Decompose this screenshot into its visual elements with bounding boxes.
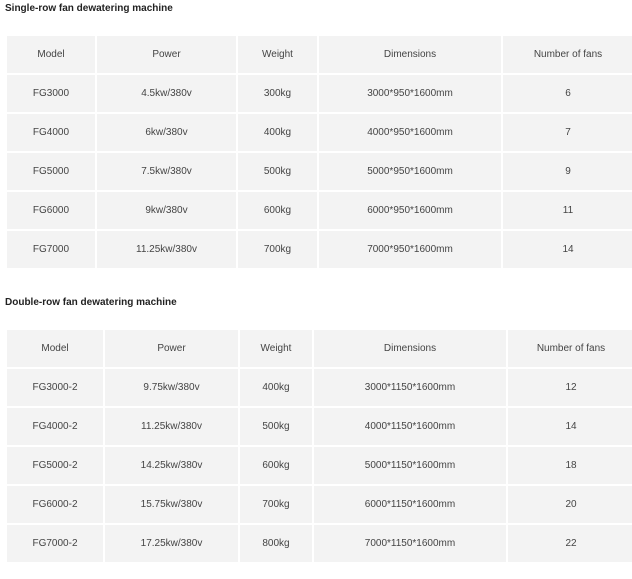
- header-dimensions: Dimensions: [319, 36, 501, 73]
- cell-number-of-fans: 14: [503, 231, 632, 268]
- cell-power: 15.75kw/380v: [105, 486, 238, 523]
- single-row-spec-table: [5, 34, 632, 270]
- header-number-of-fans: Number of fans: [508, 330, 632, 367]
- cell-model: FG6000-2: [7, 486, 103, 523]
- cell-weight: 800kg: [240, 525, 312, 562]
- cell-power: 4.5kw/380v: [97, 75, 236, 112]
- double-row-table-title: Double-row fan dewatering machine: [5, 297, 177, 308]
- table-body: [7, 369, 632, 562]
- cell-weight: 700kg: [240, 486, 312, 523]
- cell-dimensions: 6000*1150*1600mm: [314, 486, 506, 523]
- table-header-row: [7, 36, 632, 73]
- cell-weight: 500kg: [240, 408, 312, 445]
- table-header-row: [7, 330, 632, 367]
- header-power: Power: [97, 36, 236, 73]
- table-row: [7, 192, 632, 229]
- header-dimensions: Dimensions: [314, 330, 506, 367]
- cell-number-of-fans: 22: [508, 525, 632, 562]
- cell-weight: 300kg: [238, 75, 317, 112]
- cell-number-of-fans: 9: [503, 153, 632, 190]
- cell-weight: 400kg: [240, 369, 312, 406]
- cell-number-of-fans: 7: [503, 114, 632, 151]
- cell-model: FG7000-2: [7, 525, 103, 562]
- cell-model: FG6000: [7, 192, 95, 229]
- cell-number-of-fans: 6: [503, 75, 632, 112]
- table-row: [7, 408, 632, 445]
- cell-weight: 600kg: [238, 192, 317, 229]
- table-row: [7, 369, 632, 406]
- table-row: [7, 231, 632, 268]
- cell-model: FG3000-2: [7, 369, 103, 406]
- table-row: [7, 486, 632, 523]
- table-row: [7, 75, 632, 112]
- header-number-of-fans: Number of fans: [503, 36, 632, 73]
- header-model: Model: [7, 36, 95, 73]
- cell-model: FG7000: [7, 231, 95, 268]
- cell-weight: 700kg: [238, 231, 317, 268]
- cell-weight: 600kg: [240, 447, 312, 484]
- cell-dimensions: 7000*1150*1600mm: [314, 525, 506, 562]
- cell-number-of-fans: 11: [503, 192, 632, 229]
- cell-power: 6kw/380v: [97, 114, 236, 151]
- header-weight: Weight: [238, 36, 317, 73]
- table-row: [7, 153, 632, 190]
- cell-model: FG4000-2: [7, 408, 103, 445]
- cell-power: 17.25kw/380v: [105, 525, 238, 562]
- cell-power: 11.25kw/380v: [97, 231, 236, 268]
- table-row: [7, 447, 632, 484]
- cell-model: FG5000: [7, 153, 95, 190]
- cell-power: 14.25kw/380v: [105, 447, 238, 484]
- double-row-spec-table: [5, 328, 632, 564]
- header-weight: Weight: [240, 330, 312, 367]
- cell-model: FG5000-2: [7, 447, 103, 484]
- cell-dimensions: 4000*1150*1600mm: [314, 408, 506, 445]
- table-body: [7, 75, 632, 268]
- cell-number-of-fans: 14: [508, 408, 632, 445]
- single-row-table-title: Single-row fan dewatering machine: [5, 3, 173, 14]
- cell-weight: 400kg: [238, 114, 317, 151]
- cell-weight: 500kg: [238, 153, 317, 190]
- cell-dimensions: 4000*950*1600mm: [319, 114, 501, 151]
- cell-dimensions: 5000*1150*1600mm: [314, 447, 506, 484]
- cell-power: 11.25kw/380v: [105, 408, 238, 445]
- header-power: Power: [105, 330, 238, 367]
- cell-power: 7.5kw/380v: [97, 153, 236, 190]
- cell-dimensions: 3000*950*1600mm: [319, 75, 501, 112]
- table-row: [7, 525, 632, 562]
- cell-power: 9.75kw/380v: [105, 369, 238, 406]
- cell-number-of-fans: 20: [508, 486, 632, 523]
- cell-number-of-fans: 12: [508, 369, 632, 406]
- cell-dimensions: 7000*950*1600mm: [319, 231, 501, 268]
- cell-model: FG4000: [7, 114, 95, 151]
- table-row: [7, 114, 632, 151]
- cell-dimensions: 3000*1150*1600mm: [314, 369, 506, 406]
- cell-power: 9kw/380v: [97, 192, 236, 229]
- header-model: Model: [7, 330, 103, 367]
- cell-dimensions: 6000*950*1600mm: [319, 192, 501, 229]
- cell-model: FG3000: [7, 75, 95, 112]
- cell-number-of-fans: 18: [508, 447, 632, 484]
- cell-dimensions: 5000*950*1600mm: [319, 153, 501, 190]
